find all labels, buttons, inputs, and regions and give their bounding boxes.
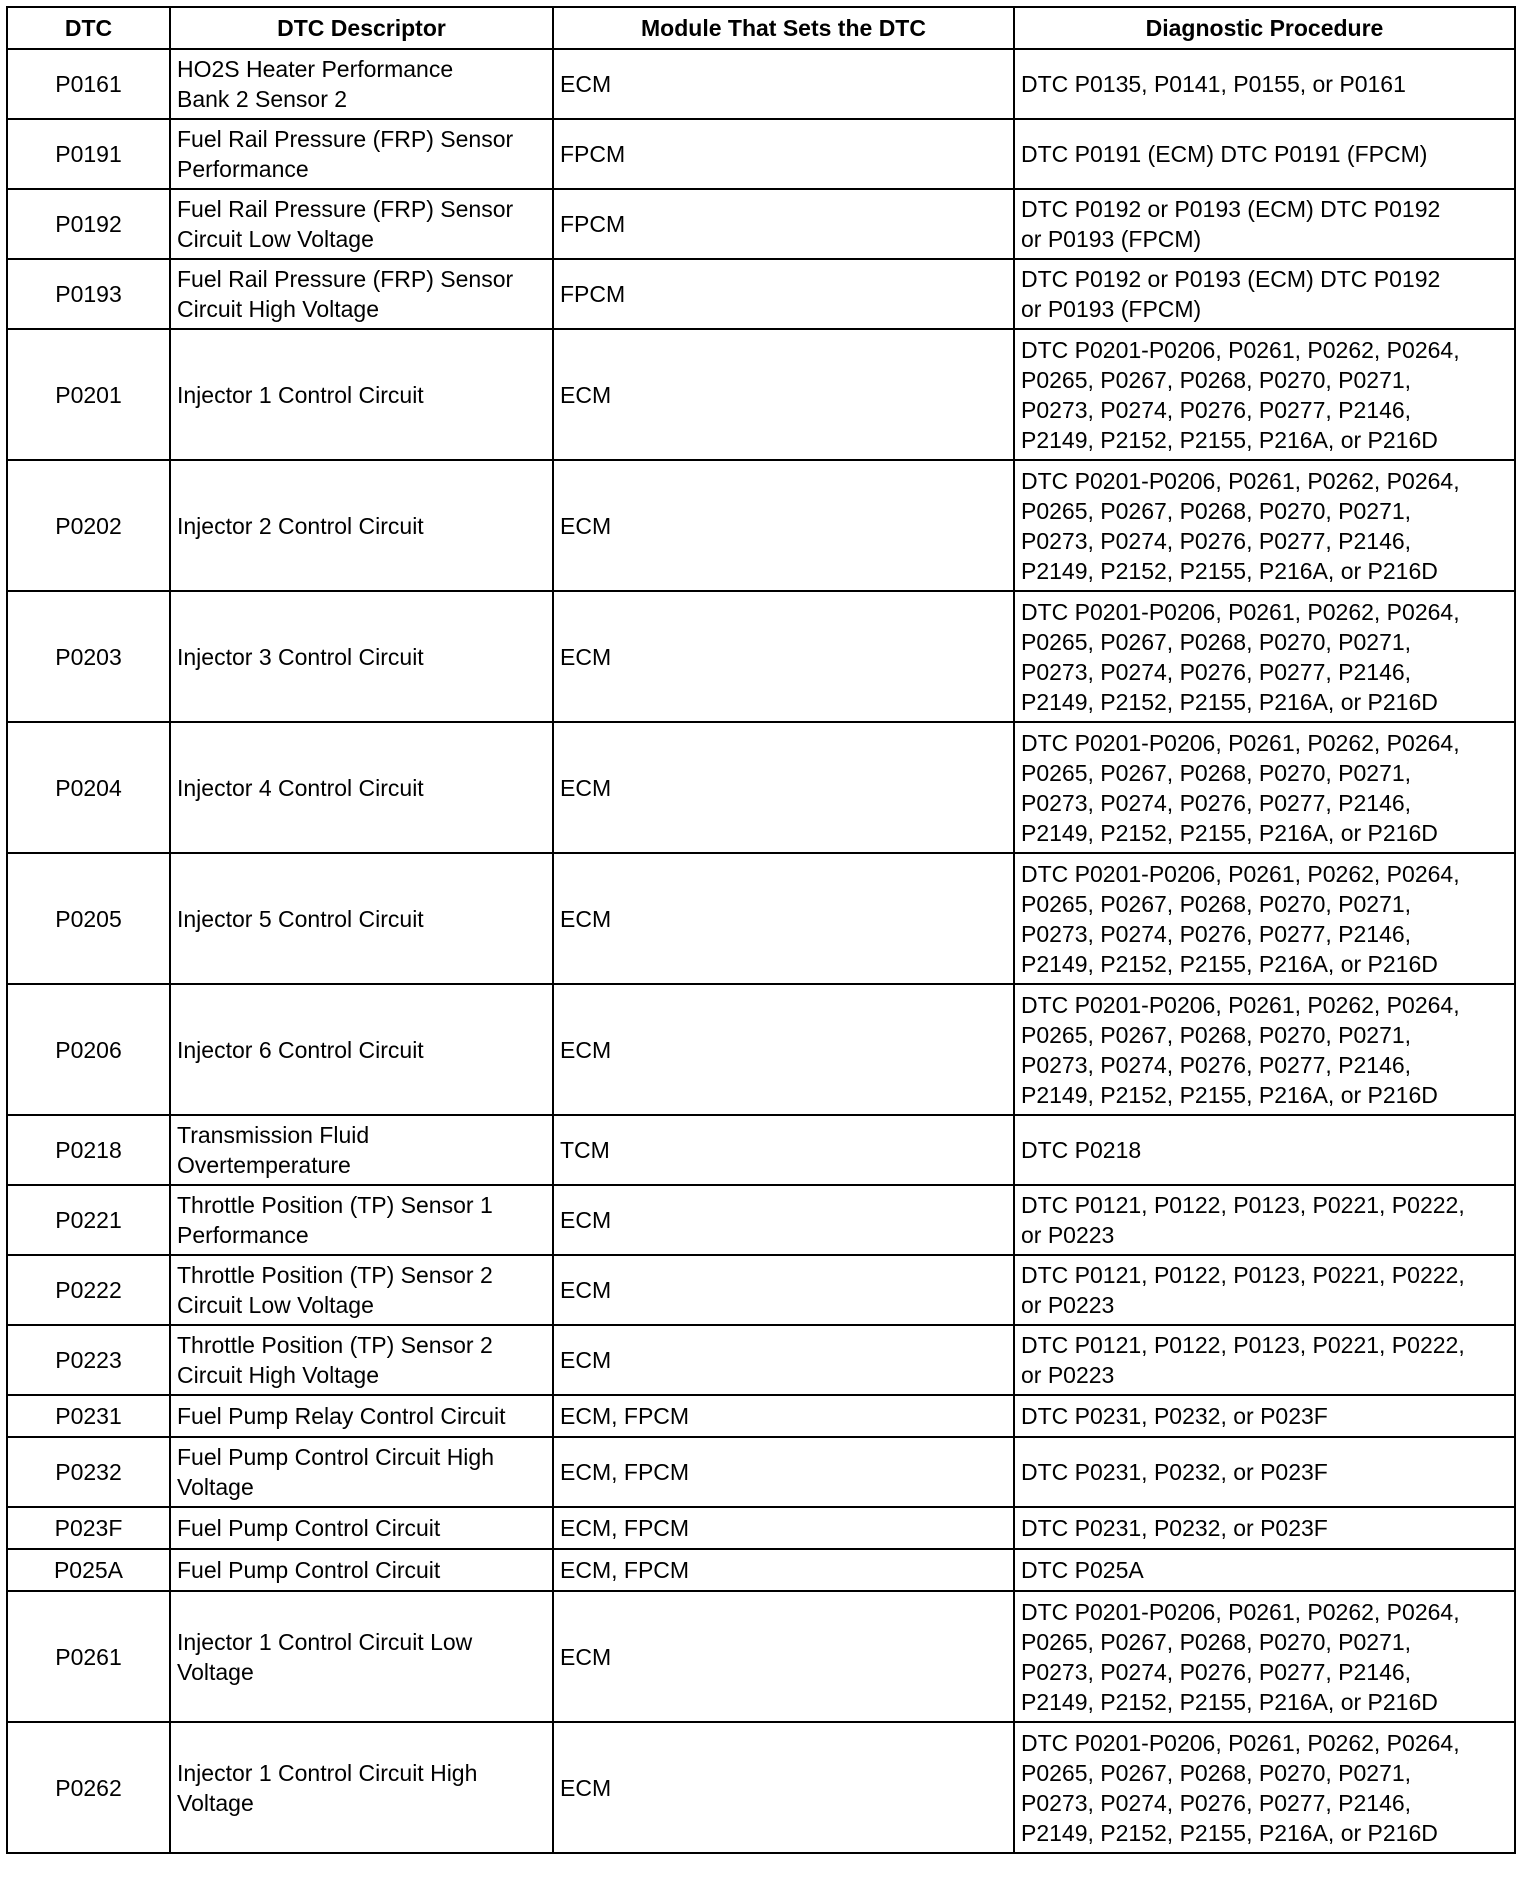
module-cell: ECM — [553, 1722, 1014, 1853]
diagnostic-procedure-cell: DTC P0135, P0141, P0155, or P0161 — [1014, 49, 1515, 119]
table-row — [7, 1255, 1515, 1325]
diagnostic-procedure-cell: DTC P0231, P0232, or P023F — [1014, 1507, 1515, 1549]
table-row — [7, 49, 1515, 119]
table-row — [7, 1507, 1515, 1549]
table-row — [7, 1549, 1515, 1591]
dtc-descriptor-cell: Injector 1 Control Circuit Low Voltage — [170, 1591, 553, 1722]
dtc-descriptor-cell: Fuel Pump Control Circuit High Voltage — [170, 1437, 553, 1507]
dtc-descriptor-cell: Fuel Rail Pressure (FRP) Sensor Performance — [170, 119, 553, 189]
module-cell: FPCM — [553, 259, 1014, 329]
module-cell: ECM — [553, 1325, 1014, 1395]
diagnostic-procedure-cell: DTC P0231, P0232, or P023F — [1014, 1437, 1515, 1507]
dtc-descriptor-cell: Injector 2 Control Circuit — [170, 460, 553, 591]
dtc-code-cell: P0161 — [7, 49, 170, 119]
table-row — [7, 460, 1515, 591]
dtc-descriptor-cell: Injector 1 Control Circuit — [170, 329, 553, 460]
module-cell: ECM, FPCM — [553, 1549, 1014, 1591]
table-row — [7, 1185, 1515, 1255]
diagnostic-procedure-cell: DTC P0201-P0206, P0261, P0262, P0264, P0265, P0267, P0268, P0270, P0271, P0273, P0274, P0276, P0277, P2146, P2149, P2152, P2155, P216A, or P216D — [1014, 1591, 1515, 1722]
dtc-descriptor-cell: HO2S Heater Performance Bank 2 Sensor 2 — [170, 49, 553, 119]
diagnostic-procedure-cell: DTC P025A — [1014, 1549, 1515, 1591]
table-row — [7, 853, 1515, 984]
diagnostic-procedure-cell: DTC P0231, P0232, or P023F — [1014, 1395, 1515, 1437]
dtc-code-cell: P0201 — [7, 329, 170, 460]
module-cell: ECM, FPCM — [553, 1395, 1014, 1437]
dtc-descriptor-cell: Fuel Pump Control Circuit — [170, 1549, 553, 1591]
table-row — [7, 1115, 1515, 1185]
table-row — [7, 591, 1515, 722]
module-cell: TCM — [553, 1115, 1014, 1185]
module-cell: ECM, FPCM — [553, 1507, 1014, 1549]
table-row — [7, 984, 1515, 1115]
dtc-descriptor-cell: Throttle Position (TP) Sensor 2 Circuit High Voltage — [170, 1325, 553, 1395]
dtc-descriptor-cell: Injector 3 Control Circuit — [170, 591, 553, 722]
dtc-code-cell: P0205 — [7, 853, 170, 984]
diagnostic-procedure-cell: DTC P0192 or P0193 (ECM) DTC P0192 or P0193 (FPCM) — [1014, 189, 1515, 259]
module-cell: ECM — [553, 591, 1014, 722]
module-cell: ECM — [553, 1255, 1014, 1325]
diagnostic-procedure-cell: DTC P0201-P0206, P0261, P0262, P0264, P0265, P0267, P0268, P0270, P0271, P0273, P0274, P0276, P0277, P2146, P2149, P2152, P2155, P216A, or P216D — [1014, 1722, 1515, 1853]
table-row — [7, 1325, 1515, 1395]
module-cell: ECM — [553, 853, 1014, 984]
dtc-descriptor-cell: Fuel Rail Pressure (FRP) Sensor Circuit Low Voltage — [170, 189, 553, 259]
dtc-descriptor-cell: Injector 1 Control Circuit High Voltage — [170, 1722, 553, 1853]
header-descriptor: DTC Descriptor — [170, 7, 553, 49]
diagnostic-procedure-cell: DTC P0191 (ECM) DTC P0191 (FPCM) — [1014, 119, 1515, 189]
table-row — [7, 119, 1515, 189]
diagnostic-procedure-cell: DTC P0121, P0122, P0123, P0221, P0222, or P0223 — [1014, 1185, 1515, 1255]
table-row — [7, 1591, 1515, 1722]
table-row — [7, 189, 1515, 259]
module-cell: ECM — [553, 1185, 1014, 1255]
diagnostic-procedure-cell: DTC P0192 or P0193 (ECM) DTC P0192 or P0193 (FPCM) — [1014, 259, 1515, 329]
diagnostic-procedure-cell: DTC P0201-P0206, P0261, P0262, P0264, P0265, P0267, P0268, P0270, P0271, P0273, P0274, P0276, P0277, P2146, P2149, P2152, P2155, P216A, or P216D — [1014, 591, 1515, 722]
dtc-code-cell: P0231 — [7, 1395, 170, 1437]
dtc-code-cell: P0192 — [7, 189, 170, 259]
module-cell: ECM, FPCM — [553, 1437, 1014, 1507]
dtc-code-cell: P0232 — [7, 1437, 170, 1507]
dtc-descriptor-cell: Throttle Position (TP) Sensor 2 Circuit Low Voltage — [170, 1255, 553, 1325]
module-cell: ECM — [553, 1591, 1014, 1722]
module-cell: FPCM — [553, 119, 1014, 189]
dtc-descriptor-cell: Fuel Pump Control Circuit — [170, 1507, 553, 1549]
header-row — [7, 7, 1515, 49]
table-row — [7, 722, 1515, 853]
dtc-code-cell: P0261 — [7, 1591, 170, 1722]
table-body — [7, 49, 1515, 1853]
dtc-code-cell: P0202 — [7, 460, 170, 591]
dtc-code-cell: P0222 — [7, 1255, 170, 1325]
dtc-code-cell: P0223 — [7, 1325, 170, 1395]
diagnostic-procedure-cell: DTC P0121, P0122, P0123, P0221, P0222, or P0223 — [1014, 1325, 1515, 1395]
dtc-descriptor-cell: Fuel Pump Relay Control Circuit — [170, 1395, 553, 1437]
table-row — [7, 1395, 1515, 1437]
dtc-code-cell: P0206 — [7, 984, 170, 1115]
dtc-code-cell: P023F — [7, 1507, 170, 1549]
module-cell: ECM — [553, 329, 1014, 460]
dtc-code-cell: P0218 — [7, 1115, 170, 1185]
table-row — [7, 259, 1515, 329]
dtc-descriptor-cell: Throttle Position (TP) Sensor 1 Performance — [170, 1185, 553, 1255]
dtc-code-cell: P0204 — [7, 722, 170, 853]
module-cell: ECM — [553, 984, 1014, 1115]
header-dtc: DTC — [7, 7, 170, 49]
dtc-code-cell: P0193 — [7, 259, 170, 329]
diagnostic-procedure-cell: DTC P0201-P0206, P0261, P0262, P0264, P0265, P0267, P0268, P0270, P0271, P0273, P0274, P0276, P0277, P2146, P2149, P2152, P2155, P216A, or P216D — [1014, 984, 1515, 1115]
module-cell: ECM — [553, 460, 1014, 591]
header-module: Module That Sets the DTC — [553, 7, 1014, 49]
dtc-descriptor-cell: Transmission Fluid Overtemperature — [170, 1115, 553, 1185]
dtc-code-cell: P0203 — [7, 591, 170, 722]
diagnostic-procedure-cell: DTC P0201-P0206, P0261, P0262, P0264, P0265, P0267, P0268, P0270, P0271, P0273, P0274, P0276, P0277, P2146, P2149, P2152, P2155, P216A, or P216D — [1014, 460, 1515, 591]
dtc-descriptor-cell: Injector 4 Control Circuit — [170, 722, 553, 853]
dtc-code-cell: P0191 — [7, 119, 170, 189]
module-cell: ECM — [553, 722, 1014, 853]
table-row — [7, 1437, 1515, 1507]
dtc-code-cell: P025A — [7, 1549, 170, 1591]
dtc-code-cell: P0262 — [7, 1722, 170, 1853]
dtc-descriptor-cell: Injector 5 Control Circuit — [170, 853, 553, 984]
diagnostic-procedure-cell: DTC P0201-P0206, P0261, P0262, P0264, P0265, P0267, P0268, P0270, P0271, P0273, P0274, P0276, P0277, P2146, P2149, P2152, P2155, P216A, or P216D — [1014, 722, 1515, 853]
table-row — [7, 1722, 1515, 1853]
module-cell: FPCM — [553, 189, 1014, 259]
dtc-code-cell: P0221 — [7, 1185, 170, 1255]
dtc-descriptor-cell: Injector 6 Control Circuit — [170, 984, 553, 1115]
module-cell: ECM — [553, 49, 1014, 119]
dtc-table — [6, 6, 1516, 1854]
header-procedure: Diagnostic Procedure — [1014, 7, 1515, 49]
diagnostic-procedure-cell: DTC P0201-P0206, P0261, P0262, P0264, P0265, P0267, P0268, P0270, P0271, P0273, P0274, P0276, P0277, P2146, P2149, P2152, P2155, P216A, or P216D — [1014, 329, 1515, 460]
table-row — [7, 329, 1515, 460]
dtc-descriptor-cell: Fuel Rail Pressure (FRP) Sensor Circuit High Voltage — [170, 259, 553, 329]
diagnostic-procedure-cell: DTC P0218 — [1014, 1115, 1515, 1185]
diagnostic-procedure-cell: DTC P0201-P0206, P0261, P0262, P0264, P0265, P0267, P0268, P0270, P0271, P0273, P0274, P0276, P0277, P2146, P2149, P2152, P2155, P216A, or P216D — [1014, 853, 1515, 984]
diagnostic-procedure-cell: DTC P0121, P0122, P0123, P0221, P0222, or P0223 — [1014, 1255, 1515, 1325]
